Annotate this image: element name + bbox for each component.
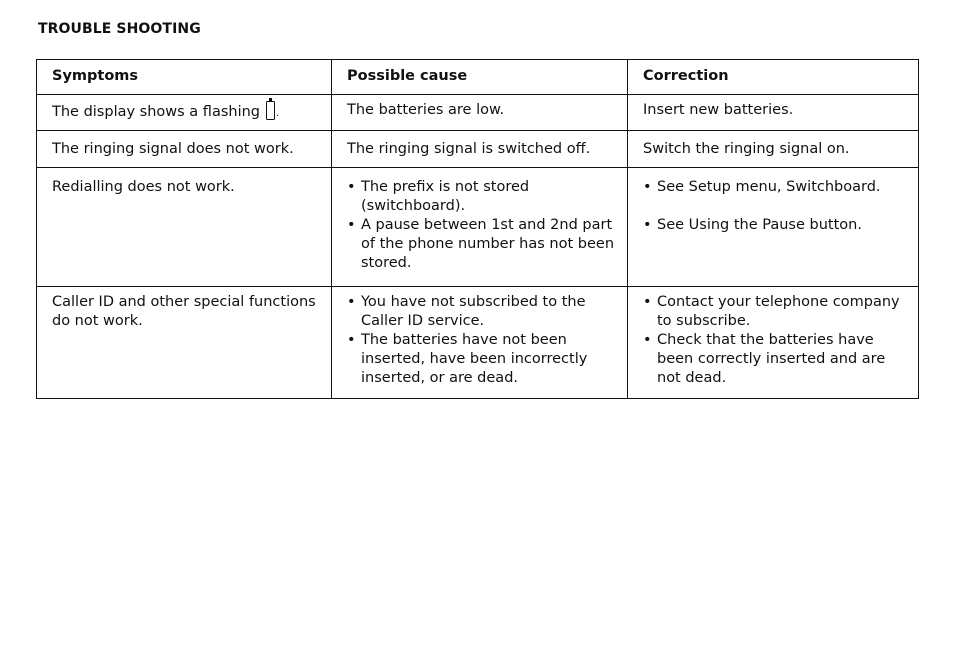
bullet-icon: • [643,179,652,195]
list-item [347,178,619,216]
table-row [37,168,919,287]
bullet-icon: • [643,217,652,233]
bullet-icon: • [643,294,652,310]
symptom-text: Caller ID and other special functions do not work. [52,294,316,329]
troubleshooting-table [36,59,919,399]
page-title: TROUBLE SHOOTING [38,21,201,37]
correction-cell [628,168,919,287]
list-item [643,178,910,197]
bullet-icon: • [347,332,356,348]
correction-text: See Setup menu, Switchboard. [657,179,881,195]
correction-cell [628,287,919,399]
cause-list [347,178,619,273]
cause-text: A pause between 1st and 2nd part of the phone number has not been stored. [361,217,615,271]
column-header-correction: Correction [628,60,919,95]
cause-text: The ringing signal is switched off. [347,141,591,157]
symptom-cell [37,287,332,399]
correction-cell [628,131,919,168]
cause-list [347,293,619,388]
symptom-cell [37,95,332,131]
table-row [37,287,919,399]
list-item [347,331,619,388]
list-item [643,331,910,388]
cause-text: The batteries have not been inserted, have been incorrectly inserted, or are dead. [361,332,588,386]
list-item [347,216,619,273]
correction-text: Insert new batteries. [643,102,794,118]
correction-text: Contact your telephone company to subscribe. [657,294,900,329]
list-item [347,293,619,331]
table-row [37,131,919,168]
list-item [643,293,910,331]
bullet-icon: • [643,332,652,348]
correction-list [643,293,910,388]
symptom-text: The display shows a flashing [52,104,260,120]
battery-icon [266,101,275,120]
correction-text: Check that the batteries have been correctly inserted and are not dead. [657,332,886,386]
cause-text: The prefix is not stored (switchboard). [361,179,530,214]
cause-text: The batteries are low. [347,102,505,118]
cause-cell [332,95,628,131]
correction-list [643,178,910,235]
symptom-text: Redialling does not work. [52,179,235,195]
symptom-suffix: . [276,108,280,119]
correction-cell [628,95,919,131]
symptom-cell [37,168,332,287]
list-item [643,216,910,235]
symptom-text: The ringing signal does not work. [52,141,294,157]
cause-cell [332,168,628,287]
table-row [37,95,919,131]
column-header-possible-cause: Possible cause [332,60,628,95]
cause-cell [332,287,628,399]
cause-text: You have not subscribed to the Caller ID service. [361,294,586,329]
bullet-icon: • [347,179,356,195]
bullet-icon: • [347,217,356,233]
bullet-icon: • [347,294,356,310]
column-header-symptoms: Symptoms [37,60,332,95]
symptom-cell [37,131,332,168]
correction-text: Switch the ringing signal on. [643,141,850,157]
cause-cell [332,131,628,168]
table-header-row [37,60,919,95]
correction-text: See Using the Pause button. [657,217,862,233]
